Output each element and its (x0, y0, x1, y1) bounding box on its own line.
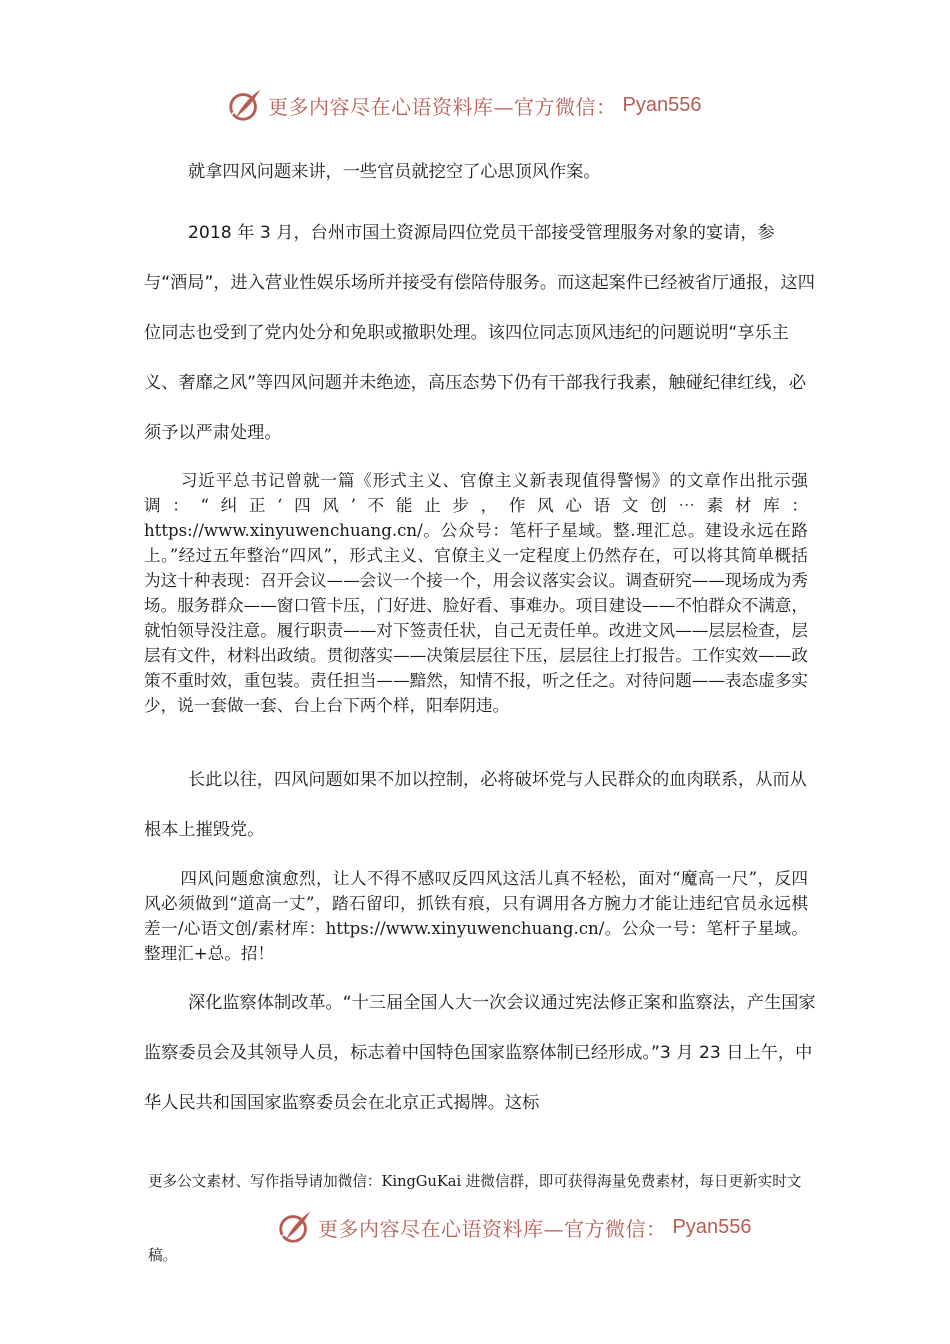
watermark-footer (276, 1208, 751, 1246)
paragraph-6-text: 深化监察体制改革。“十三届全国人大一次会议通过宪法修正案和监察法，产生国家监察委员会及其领导人员，标志着中国特色国家监察体制已经形成。”3 月 23 日上午，中华人民共和国国家监察委员会在北京正式揭牌。这标 (144, 993, 816, 1113)
watermark-header (226, 86, 701, 124)
paragraph-2-text: 2018 年 3 月，台州市国土资源局四位党员干部接受管理服务对象的宴请，参与“酒局”，进入营业性娱乐场所并接受有偿陪侍服务。而这起案件已经被省厅通报，这四位同志也受到了党内处分和免职或撤职处理。该四位同志顶风违纪的问题说明“享乐主义、奢靡之风”等四风问题并未绝迹，高压态势下仍有干部我行我素，触碰纪律红线，必须予以严肃处理。 (144, 223, 815, 443)
watermark-account: Pyan556 (622, 93, 702, 116)
watermark-footer-account: Pyan556 (672, 1215, 752, 1238)
paragraph-1-text: 就拿四风问题来讲，一些官员就挖空了心思顶风作案。 (188, 162, 601, 182)
quill-logo-icon (226, 86, 264, 124)
paragraph-4-text: 长此以往，四风问题如果不加以控制，必将破坏党与人民群众的血肉联系，从而从根本上摧毁党。 (144, 770, 807, 840)
paragraph-3 (144, 468, 808, 718)
footer-text: 更多公文素材、写作指导请加微信：KingGuKai 进微信群，即可获得海量免费素材，每日更新实时文稿。 (148, 1173, 802, 1264)
watermark-footer-text: 更多内容尽在心语资料库—官方微信： (318, 1216, 667, 1241)
paragraph-1 (144, 147, 816, 197)
paragraph-4 (144, 755, 816, 855)
watermark-text: 更多内容尽在心语资料库—官方微信： (268, 94, 617, 119)
quill-logo-icon (276, 1208, 314, 1246)
paragraph-2 (144, 208, 816, 458)
paragraph-3-text: 习近平总书记曾就一篇《形式主义、官僚主义新表现值得警惕》的文章作出批示强调：“纠正‘四风’不能止步，作风心语文创⋯素材库：https://www.xinyuwenchuang.cn/。公众号：笔杆子星域。整.理汇总。建设永远在路上。”经过五年整治“四风”，形式主义、官僚主义一定程度上仍然存在，可以将其简单概括为这十种表现：召开会议——会议一个接一个，用会议落实会议。调查研究——现场成为秀场。服务群众——窗口管卡压，门好进、脸好看、事难办。项目建设——不怕群众不满意，就怕领导没注意。履行职责——对下签责任状，自己无责任单。改进文风——层层检查，层层有文件，材料出政绩。贯彻落实——决策层层往下压，层层往上打报告。工作实效——政策不重时效，重包装。责任担当——黯然，知情不报，听之任之。对待问题——表态虚多实少，说一套做一套、台上台下两个样，阳奉阴违。 (144, 471, 808, 715)
paragraph-5 (144, 866, 808, 966)
paragraph-6 (144, 978, 816, 1128)
paragraph-5-text: 四风问题愈演愈烈，让人不得不感叹反四风这活儿真不轻松，面对“魔高一尺”，反四风必须做到“道高一丈”，踏石留印，抓铁有痕，只有调用各方腕力才能让违纪官员永远棋差一/心语文创/素材库：https://www.xinyuwenchuang.cn/。公众一号：笔杆子星域。整理汇+总。招！ (144, 869, 808, 963)
